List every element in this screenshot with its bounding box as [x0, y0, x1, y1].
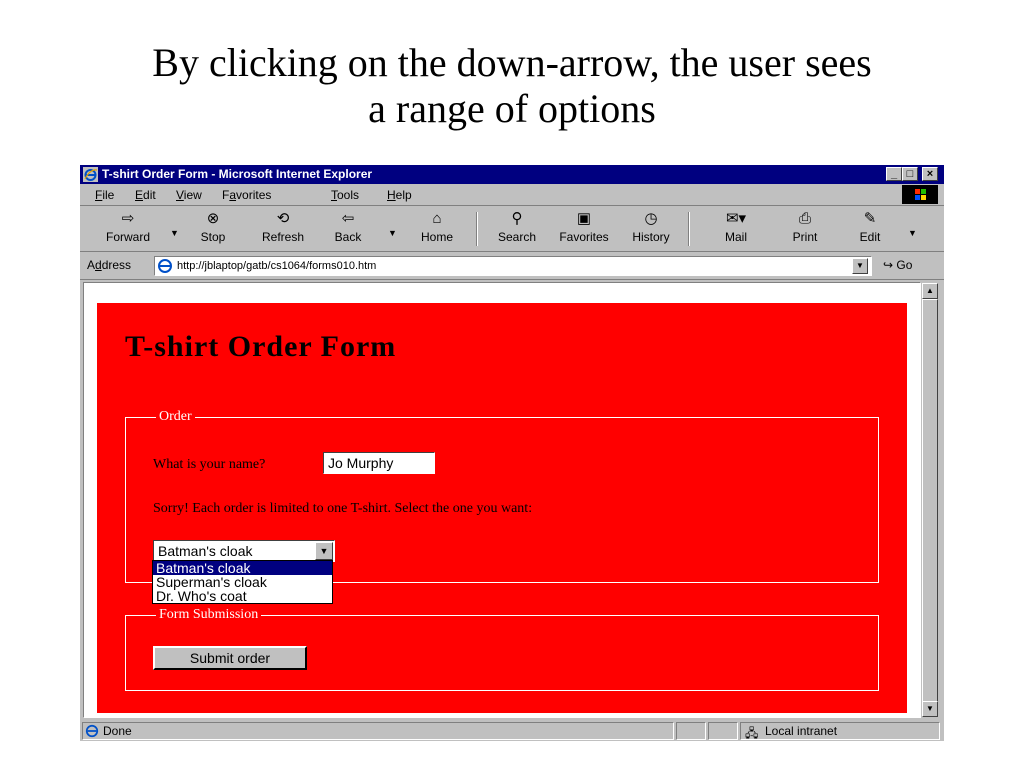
go-button[interactable] [883, 258, 912, 272]
slide-title-line-1: By clicking on the down-arrow, the user sees [152, 40, 872, 85]
stop-label: Stop [200, 230, 226, 244]
tshirt-select-value: Batman's cloak [158, 543, 253, 559]
forward-arrow-icon: ⇨ [121, 210, 135, 227]
slide-title [0, 40, 1024, 132]
stop-button[interactable] [188, 208, 238, 250]
window-title: T-shirt Order Form - Microsoft Internet Explorer [102, 167, 373, 181]
name-field-value: Jo Murphy [328, 455, 394, 471]
stop-icon: ⊗ [206, 210, 220, 227]
forward-label: Forward [105, 230, 150, 244]
menu-favorites[interactable] [222, 188, 271, 202]
menu-edit-label: dit [143, 188, 156, 202]
refresh-icon: ⟲ [276, 210, 290, 227]
go-label: Go [896, 258, 913, 272]
page-icon [157, 258, 173, 274]
toolbar-more-dropdown-icon[interactable]: ▼ [908, 228, 917, 238]
close-icon: × [926, 168, 934, 180]
favorites-icon: ▣ [576, 210, 592, 227]
home-icon: ⌂ [432, 210, 442, 227]
toolbar-separator [688, 212, 690, 246]
order-legend: Order [156, 409, 195, 425]
refresh-button[interactable] [255, 208, 311, 250]
history-label: History [632, 230, 670, 244]
refresh-label: Refresh [261, 230, 305, 244]
favorites-button[interactable] [550, 208, 618, 250]
menu-tools[interactable] [331, 188, 359, 202]
submit-order-button[interactable] [153, 646, 307, 670]
search-label: Search [497, 230, 537, 244]
menu-tools-accel: T [331, 188, 337, 202]
menu-view-accel: V [176, 188, 184, 202]
address-input[interactable] [154, 256, 872, 276]
menu-help-accel: H [387, 188, 396, 202]
page-done-icon [85, 724, 99, 738]
mail-label: Mail [724, 230, 747, 244]
history-icon: ◷ [644, 210, 658, 227]
print-icon: ⎙ [798, 210, 811, 227]
menu-file-accel: F [95, 188, 103, 202]
menu-favorites-label: vorites [236, 188, 272, 202]
order-fieldset [125, 409, 879, 583]
address-dropdown-icon[interactable]: ▼ [852, 258, 868, 274]
print-label: Print [792, 230, 818, 244]
scrollbar-thumb[interactable] [922, 299, 938, 702]
back-button[interactable] [325, 208, 371, 250]
title-bar[interactable] [80, 165, 944, 184]
option-batmans-cloak[interactable]: Batman's cloak [153, 561, 332, 575]
mail-button[interactable] [712, 208, 760, 250]
forward-dropdown-icon[interactable]: ▼ [170, 228, 179, 238]
menu-file-label: ile [102, 188, 115, 202]
toolbar-separator [476, 212, 478, 246]
status-zone-pane [740, 722, 940, 740]
select-dropdown-arrow-icon[interactable]: ▼ [315, 542, 333, 560]
edit-button[interactable] [850, 208, 890, 250]
menu-favorites-pre: F [222, 188, 230, 202]
status-bar [80, 721, 944, 741]
edit-icon: ✎ [863, 210, 877, 227]
menu-help-label: elp [395, 188, 412, 202]
menu-view-label: iew [183, 188, 202, 202]
close-button[interactable] [922, 167, 938, 181]
search-icon: ⚲ [511, 210, 523, 227]
menu-edit-accel: E [135, 188, 144, 202]
menu-favorites-accel: a [229, 188, 237, 202]
address-label-rest: dress [101, 258, 132, 272]
menu-view[interactable] [176, 188, 202, 202]
submission-fieldset [125, 607, 879, 691]
slide-title-line-2: a range of options [368, 86, 656, 131]
address-label-pre: A [87, 258, 96, 272]
address-label-accel: d [95, 258, 102, 272]
address-url: http://jblaptop/gatb/cs1064/forms010.htm [177, 260, 377, 272]
tshirt-select[interactable] [153, 540, 335, 562]
intranet-zone-icon: 🖧 [745, 726, 759, 740]
maximize-icon: □ [906, 168, 914, 180]
minimize-button[interactable] [886, 167, 902, 181]
edit-label: Edit [859, 230, 881, 244]
windows-logo-icon [902, 185, 938, 204]
standard-toolbar [80, 206, 944, 252]
status-pane-secure [708, 722, 738, 740]
name-question: What is your name? [153, 457, 266, 472]
submission-legend: Form Submission [156, 607, 261, 623]
name-field[interactable] [323, 452, 435, 474]
forward-button[interactable] [98, 208, 158, 250]
minimize-icon: _ [890, 168, 898, 180]
zone-label: Local intranet [765, 724, 838, 738]
favorites-label: Favorites [559, 230, 609, 244]
address-label [87, 258, 131, 272]
option-dr-whos-coat[interactable]: Dr. Who's coat [156, 588, 247, 604]
address-bar [80, 252, 944, 280]
windows-flag-icon [902, 185, 938, 204]
page-heading: T-shirt Order Form [125, 330, 397, 363]
back-label: Back [334, 230, 362, 244]
vertical-scrollbar[interactable] [921, 282, 939, 718]
back-dropdown-icon[interactable]: ▼ [388, 228, 397, 238]
scroll-down-arrow-icon[interactable]: ▼ [922, 701, 938, 717]
menu-edit[interactable] [135, 188, 156, 202]
internet-explorer-icon [83, 167, 98, 182]
status-pane-progress [676, 722, 706, 740]
tshirt-options-list [152, 560, 333, 604]
option-supermans-cloak[interactable]: Superman's cloak [156, 574, 267, 590]
home-label: Home [420, 230, 453, 244]
history-button[interactable] [621, 208, 681, 250]
browser-window [80, 165, 944, 741]
print-button[interactable] [783, 208, 827, 250]
home-button[interactable] [412, 208, 462, 250]
mail-icon: ✉▾ [725, 210, 747, 227]
back-arrow-icon: ⇦ [341, 210, 355, 227]
maximize-button[interactable] [902, 167, 918, 181]
status-text: Done [103, 724, 132, 738]
search-button[interactable] [488, 208, 546, 250]
scroll-up-arrow-icon[interactable]: ▲ [922, 283, 938, 299]
limit-text: Sorry! Each order is limited to one T-shirt. Select the one you want: [153, 501, 533, 516]
menu-file[interactable] [95, 188, 114, 202]
menu-bar [80, 184, 944, 206]
menu-help[interactable] [387, 188, 412, 202]
status-main-pane [82, 722, 674, 740]
submit-order-label: Submit order [189, 650, 271, 666]
page-body [97, 303, 907, 713]
menu-tools-label: ools [337, 188, 360, 202]
go-arrow-icon: ↪ [883, 258, 894, 272]
content-viewport [83, 282, 921, 718]
